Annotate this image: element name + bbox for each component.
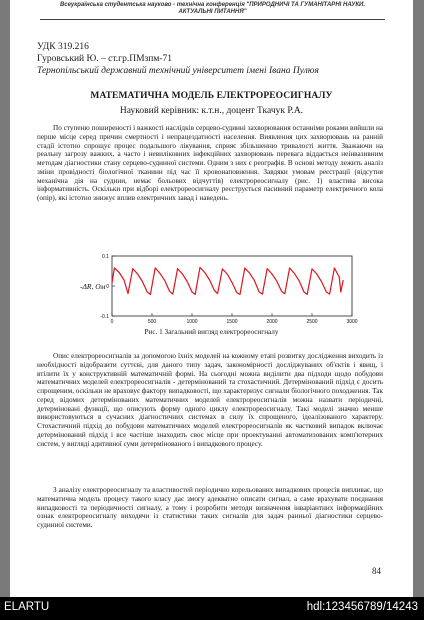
document-page <box>10 0 413 597</box>
y-tick-label: 0.1 <box>102 254 109 260</box>
x-tick-label: 3000 <box>346 319 358 325</box>
x-tick-label: 0 <box>110 319 114 325</box>
y-axis-label: -ΔR, Ом <box>80 282 106 291</box>
x-tick-label: 2500 <box>306 319 318 325</box>
y-tick-label: 0 <box>106 284 109 290</box>
supervisor-line: Науковий керівник: к.т.н., доцент Ткачук Р.А. <box>119 106 304 116</box>
author-line: Гуровський Ю. – ст.гр.ПМзпм-71 <box>37 54 173 64</box>
paragraph-intro: По ступеню поширеності і важкості наслідків серцево-судинні захворювання останніми роками вийшли на перше місце серед причин смертності і непрацездатності населення. Виявлення цих захворювань на ранній стадії істотно спрощує процес подальшого лікування, сприяє збільшенню тривалості життя. Зважаючи на реальну загрозу важких, а часто і невиліковних інфекційних захворювань перевага віддається неінвазивним методам діагностики стану серцево-судинної системи. Одним з них є реографія. В основі методу лежить аналіз зміни провідності біологічної тканини під час її кровонаповнення. Завдяки умовам реєстрації (відсутня механічна дія на судини, немає больових відчуттів) електрореосигналу (рис. 1) властива висока інформативність. Оскільки при відборі електрореосигналу реєструється пасивний параметр електричного кола (опір), які істотно знижує вплив електричних завад і наведень. <box>37 124 383 202</box>
page-number: 84 <box>372 566 381 576</box>
paper-title: МАТЕМАТИЧНА МОДЕЛЬ ЕЛЕКТРОРЕОСИГНАЛУ <box>90 91 333 101</box>
electroreo-signal-chart <box>60 252 360 328</box>
signal-series-line <box>112 267 343 294</box>
x-tick-label: 500 <box>147 319 157 325</box>
x-tick-label: 2000 <box>266 319 278 325</box>
paragraph-models: Опис електрореосигналів за допомогою їхніх моделей на кожному етапі розвитку дослідження виходить із необхідності відобразити суттєві, для даного типу задач, закономірності досліджуваних об'єктів і явищ, і втілити їх у конструктивній математичній формі. На сьогодні можна виділити два підходи щодо побудови математичних моделей електрореосигналів - детермінований та стохастичний. Детермінований підхід є досить спрощеним, оскільки не враховує фактору випадковості, що характеризує сигнали біологічного походження. Так серед відомих детермінованих математичних моделей електрореосигналів можна назвати періодичні, детерміновані функції, що описують форму одного циклу електрореосигналу. Такі моделі значно менше використовуються в сучасних діагностичних системах в силу їх спрощеного, ідеалізованого характеру. Стохастичний підхід до побудови математичних моделей електрореосигналів як частковий випадок включає детермінований підхід і все частіше знаходить своє місце при проектуванні автоматизованих комп'ютерних систем, у вигляді адитивної суми детермінованого і випадкового процесу. <box>37 352 383 448</box>
conference-header-line2: АКТУАЛЬНІ ПИТАННЯ" <box>178 9 247 15</box>
x-tick-label: 1000 <box>186 319 198 325</box>
conference-header-line1: Всеукраїнська студентська науково - технічна конференція "ПРИРОДНИЧІ ТА ГУМАНІТАРНІ НАУКИ. <box>59 2 366 8</box>
x-tick-label: 1500 <box>226 319 238 325</box>
paragraph-analysis: З аналізу електрореосигналу та властивостей періодично корельованих випадкових процесів випливає, що математична модель процесу такого класу дає змогу адекватно описати сигнал, а саме врахувати поєднання випадковості та періодичності сигналу, а тому і розробити методи визначення інваріантних інформаційних ознак електрореосигналу виходячи із статистики таких сигналів для задач ранньої діагностики серцево-судинної системи. <box>37 486 383 529</box>
handle-id: hdl:123456789/14243 <box>306 601 418 613</box>
header-rule <box>40 19 385 20</box>
y-tick-label: -0.1 <box>100 314 109 320</box>
repository-name: ELARTU <box>4 601 50 613</box>
footer-bar <box>0 597 424 620</box>
conference-header <box>40 2 385 16</box>
udk-code: УДК 319.216 <box>37 42 89 52</box>
plot-frame <box>112 256 352 316</box>
affiliation: Тернопільський державний технічний університет імені Івана Пулюя <box>37 66 319 76</box>
figure-caption: Рис. 1 Загальний вигляд електрореосигналу <box>144 328 279 336</box>
